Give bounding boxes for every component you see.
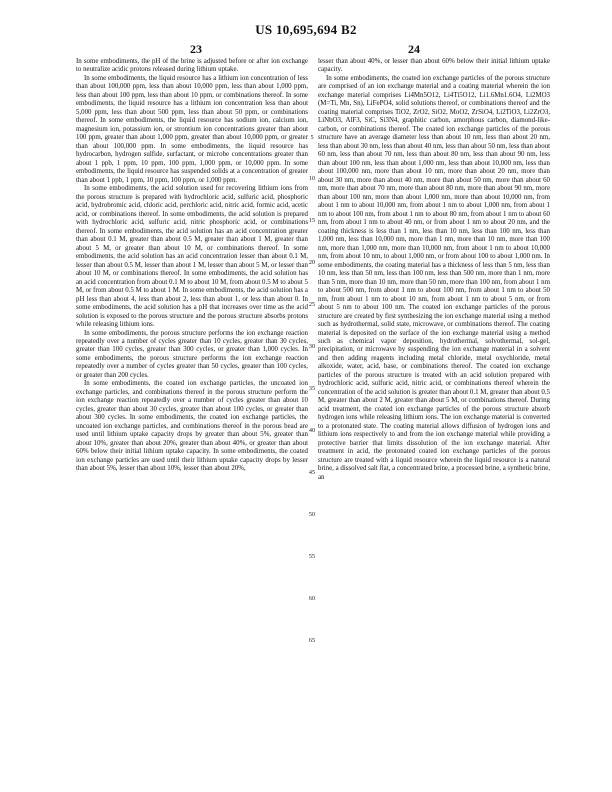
patent-number: US 10,695,694 B2 <box>255 22 357 37</box>
line-number: 15 <box>308 217 316 224</box>
right-column <box>318 58 550 482</box>
line-number: 50 <box>308 511 316 518</box>
left-column <box>76 58 308 474</box>
line-number: 5 <box>310 134 314 141</box>
page-number-left: 23 <box>190 42 202 56</box>
line-number: 45 <box>308 469 316 476</box>
paragraph: In some embodiments, the liquid resource has a lithium ion concentration of less than about 100,000 ppm, less than about 10,000 ppm, less than about 1,000 ppm, less than about 100 ppm, less than about 10 ppm, or combinations thereof. In some embodiments, the liquid resource has a lithium ion concentration less than about 5,000 ppm, less than about 500 ppm, less than about 50 ppm, or combinations thereof. In some embodiments, the liquid resource has sodium ion, calcium ion, magnesium ion, potassium ion, or strontium ion concentrations greater than about 100 ppm, greater than about 1,000 ppm, greater than about 10,000 ppm, or greater than about 100,000 ppm. In some embodiments, the liquid resource has hydrocarbon, hydrogen sulfide, surfactant, or microbe concentrations greater than about 1 ppb, 1 ppm, 10 ppm, 100 ppm, 1,000 ppm, or 10,000 ppm. In some embodiments, the liquid resource has suspended solids at a concentration of greater than about 1 ppb, 1 ppm, 10 ppm, 100 ppm, or 1,000 ppm. <box>76 74 308 184</box>
line-number: 35 <box>308 385 316 392</box>
line-number: 40 <box>308 427 316 434</box>
line-number: 10 <box>308 175 316 182</box>
paragraph: In some embodiments, the coated ion exchange particles, the uncoated ion exchange particles, and combinations thereof in the porous structure perform the ion exchange reaction repeatedly over a number of cycles greater than about 10 cycles, greater than about 30 cycles, greater than about 100 cycles, or greater than about 300 cycles. In some embodiments, the coated ion exchange particles, the uncoated ion exchange particles, and combinations thereof in the porous bead are used until lithium uptake capacity drops by greater than about 5%, greater than about 10%, greater than about 20%, greater than about 40%, or greater than about 60% below their initial lithium uptake capacity. In some embodiments, the coated ion exchange particles are used until their lithium uptake capacity drops by lesser than about 5%, lesser than about 10%, lesser than about 20%, <box>76 380 308 473</box>
line-number: 30 <box>308 343 316 350</box>
line-number: 55 <box>308 553 316 560</box>
paragraph: lesser than about 40%, or lesser than about 60% below their initial lithium uptake capacity. <box>318 58 550 74</box>
page-number-right: 24 <box>408 42 420 56</box>
paragraph: In some embodiments, the pH of the brine is adjusted before or after ion exchange to neutralize acidic protons released during lithium uptake. <box>76 58 308 74</box>
paragraph: In some embodiments, the coated ion exchange particles of the porous structure are comprised of an ion exchange material and a coating material wherein the ion exchange material comprises Li4Mn5O12, Li4Ti5O12, Li1.6Mn1.6O4, Li2MO3 (M=Ti, Mn, Sn), LiFePO4, solid solutions thereof, or combinations thereof and the coating material comprises TiO2, ZrO2, SiO2, MoO2, ZrSiO4, Li2TiO3, Li2ZrO3, LiNbO3, AlF3, SiC, Si3N4, graphitic carbon, amorphous carbon, diamond-like-carbon, or combinations thereof. The coated ion exchange particles of the porous structure have an average diameter less than about 10 nm, less than about 20 nm, less than about 30 nm, less than about 40 nm, less than about 50 nm, less than about 60 nm, less than about 70 nm, less than about 80 nm, less than about 90 nm, less than about 100 nm, less than about 1,000 nm, less than about 10,000 nm, less than about 100,000 nm, more than about 10 nm, more than about 20 nm, more than about 30 nm, more than about 40 nm, more than about 50 nm, more than about 60 nm, more than about 70 nm, more than about 80 nm, more than about 90 nm, more than about 100 nm, more than about 1,000 nm, more than about 10,000 nm, from about 1 nm to about 10,000 nm, from about 1 nm to about 1,000 nm, from about 1 nm to about 100 nm, from about 1 nm to about 80 nm, from about 1 nm to about 60 nm, from about 1 nm to about 40 nm, or from about 1 nm to about 20 nm, and the coating thickness is less than 1 nm, less than 10 nm, less than 100 nm, less than 1,000 nm, less than 10,000 nm, more than 1 nm, more than 10 nm, more than 100 nm, more than 1,000 nm, more than 10,000 nm, from about 1 nm to about 10,000 nm, from about 10 nm, to about 1,000 nm, or from about 100 to about 1,000 nm. In some embodiments, the coating material has a thickness of less than 5 nm, less than 10 nm, less than 50 nm, less than 100 nm, less than 500 nm, more than 1 nm, more than 5 nm, more than 10 nm, more than 50 nm, more than 100 nm, from about 1 nm to about 500 nm, from about 1 nm to about 100 nm, from about 1 nm to about 50 nm, from about 1 nm to about 10 nm, from about 1 nm to about 5 nm, or from about 5 nm to about 100 nm. The coated ion exchange particles of the porous structure are created by first synthesizing the ion exchange material using a method such as hydrothermal, solid state, microwave, or combinations thereof. The coating material is deposited on the surface of the ion exchange material using a method such as chemical vapor deposition, hydrothermal, solvothermal, sol-gel, precipitation, or microwave by suspending the ion exchange material in a solvent and then adding reagents including metal chloride, metal oxychloride, metal alkoxide, water, acid, base, or combinations thereof. The coated ion exchange particles of the porous structure is treated with an acid solution prepared with hydrochloric acid, sulfuric acid, nitric acid, or combinations thereof wherein the concentration of the acid solution is greater than about 0.1 M, greater than about 0.5 M, greater than about 2 M, greater than about 5 M, or combinations thereof. During acid treatment, the coated ion exchange particles of the porous structure absorb hydrogen ions while releasing lithium ions. The ion exchange material is converted to a protonated state. The coating material allows diffusion of hydrogen ions and lithium ions respectively to and from the ion exchange material while providing a protective barrier that limits dissolution of the ion exchange material. After treatment in acid, the protonated coated ion exchange particles of the porous structure are treated with a liquid resource wherein the liquid resource is a natural brine, a dissolved salt flat, a concentrated brine, a processed brine, a synthetic brine, an <box>318 74 550 481</box>
line-number: 65 <box>308 637 316 644</box>
paragraph: In some embodiments, the porous structure performs the ion exchange reaction repeatedly over a number of cycles greater than 10 cycles, greater than 30 cycles, greater than 100 cycles, greater than 300 cycles, or greater than 1,000 cycles. In some embodiments, the porous structure performs the ion exchange reaction repeatedly over a number of cycles greater than 50 cycles, greater than 100 cycles, or greater than 200 cycles. <box>76 329 308 379</box>
line-number: 25 <box>308 301 316 308</box>
line-number: 20 <box>308 259 316 266</box>
line-number: 60 <box>308 595 316 602</box>
paragraph: In some embodiments, the acid solution used for recovering lithium ions from the porous structure is prepared with hydrochloric acid, sulfuric acid, phosphoric acid, hydrobromic acid, chloric acid, perchloric acid, nitric acid, formic acid, acetic acid, or combinations thereof. In some embodiments, the acid solution is prepared with hydrochloric acid, sulfuric acid, nitric phosphoric acid, or combinations thereof. In some embodiments, the acid solution has an acid concentration greater than about 0.1 M, greater than about 0.5 M, greater than about 1 M, greater than about 5 M, or greater than about 10 M, or combinations thereof. In some embodiments, the acid solution has an acid concentration lesser than about 0.1 M, lesser than about 0.5 M, lesser than about 1 M, lesser than about 5 M, or lesser than about 10 M, or combinations thereof. In some embodiments, the acid solution has an acid concentration from about 0.1 M to about 10 M, from about 0.5 M to about 5 M, or from about 0.5 M to about 1 M. In some embodiments, the acid solution has a pH less than about 4, less than about 2, less than about 1, or less than about 0. In some embodiments, the acid solution has a pH that increases over time as the acid solution is exposed to the porous structure and the porous structure absorbs protons while releasing lithium ions. <box>76 185 308 329</box>
